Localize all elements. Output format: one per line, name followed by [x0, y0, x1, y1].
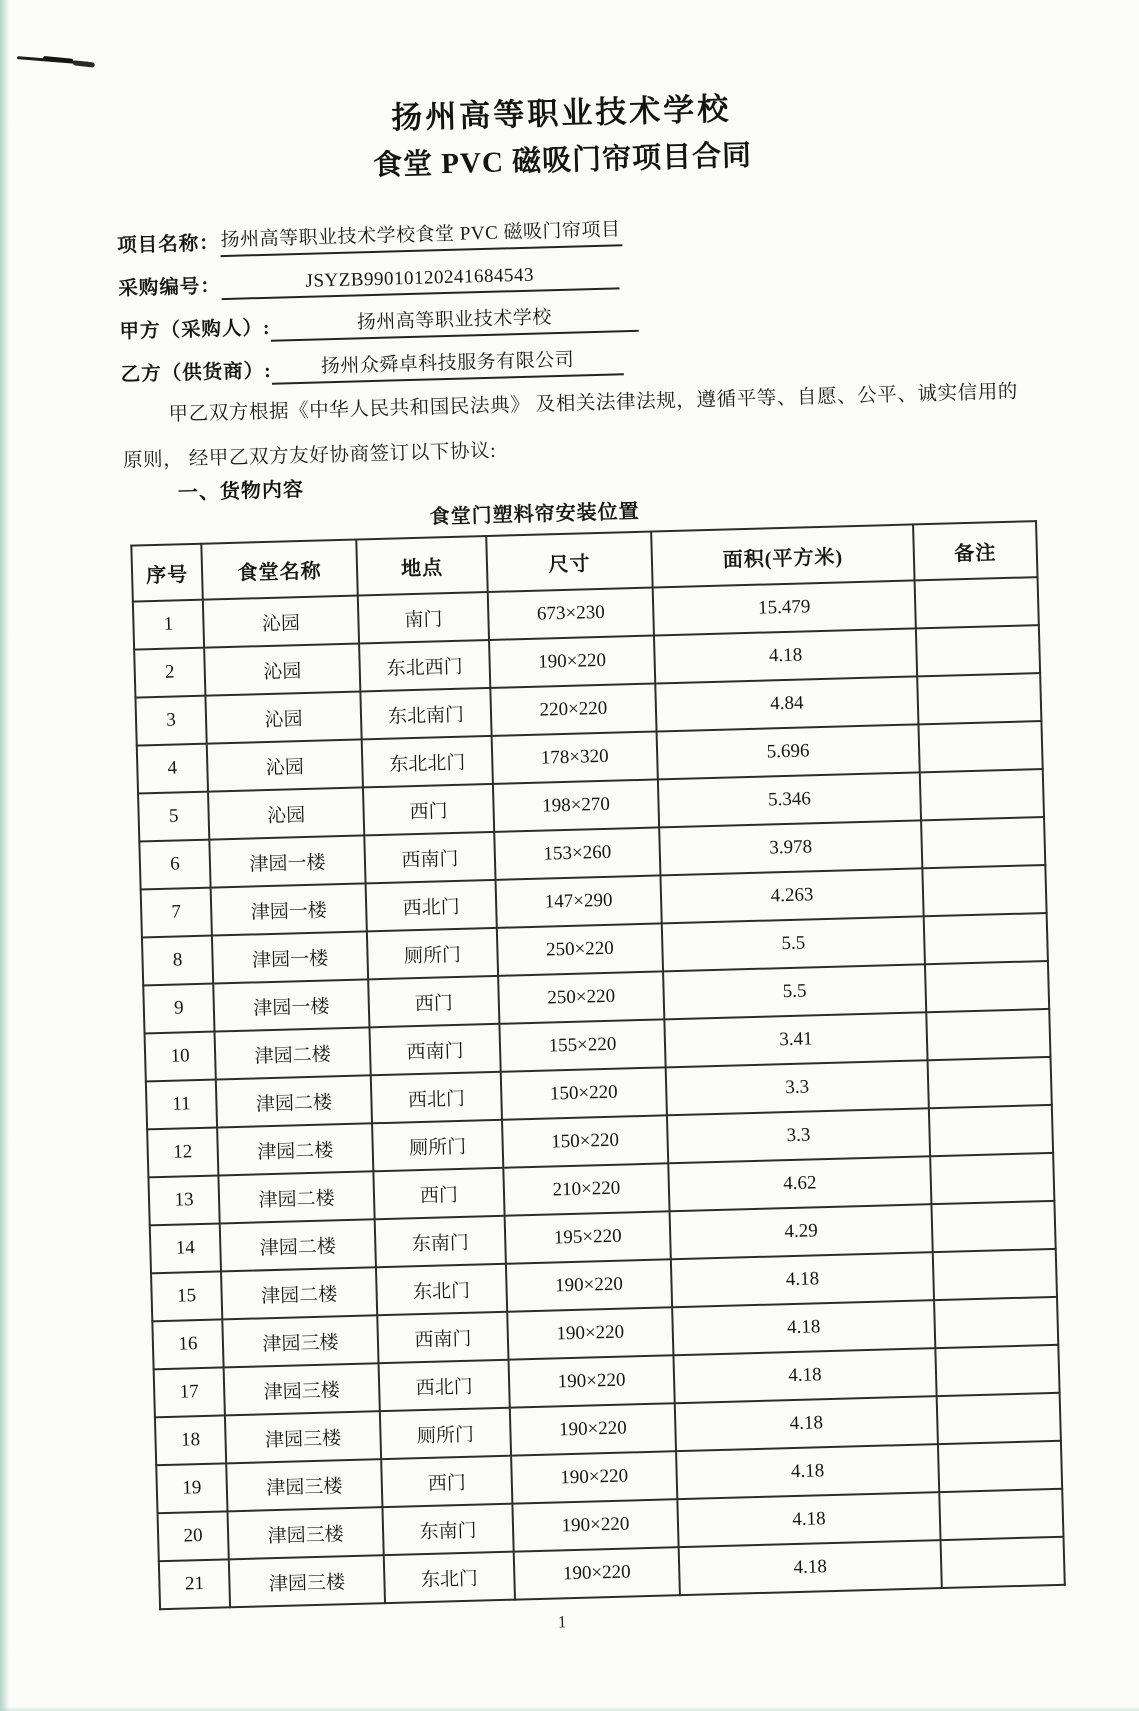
table-cell-no: 15 — [151, 1271, 222, 1321]
table-cell-area: 3.3 — [667, 1108, 930, 1163]
table-cell-no: 3 — [135, 696, 206, 746]
table-cell-location: 东北门 — [384, 1552, 515, 1603]
table-cell-no: 13 — [148, 1175, 219, 1225]
table-cell-area: 4.18 — [673, 1348, 936, 1403]
contract-subtitle: 食堂 PVC 磁吸门帘项目合同 — [372, 139, 753, 182]
table-cell-location: 西门 — [363, 784, 494, 835]
field-label: 采购编号： — [118, 276, 222, 300]
table-body — [133, 577, 1065, 1609]
table-cell-no: 19 — [156, 1463, 227, 1513]
table-cell-remark — [915, 577, 1039, 628]
table-cell-canteen: 津园三楼 — [226, 1459, 382, 1511]
table-cell-remark — [930, 1153, 1054, 1204]
table-cell-canteen: 津园三楼 — [225, 1411, 381, 1463]
table-cell-area: 3.3 — [666, 1060, 929, 1115]
table-cell-no: 11 — [146, 1080, 217, 1130]
table-title: 食堂门塑料帘安装位置 — [429, 500, 640, 529]
table-cell-remark — [937, 1393, 1061, 1444]
table-cell-no: 18 — [155, 1415, 226, 1465]
table-cell-no: 12 — [147, 1128, 218, 1178]
table-cell-canteen: 津园二楼 — [217, 1123, 373, 1175]
table-cell-canteen: 津园二楼 — [218, 1171, 374, 1223]
section-heading: 一、货物内容 — [177, 478, 305, 505]
table-cell-canteen: 津园三楼 — [224, 1363, 380, 1415]
field-value-underline: 扬州高等职业技术学校食堂 PVC 磁吸门帘项目 — [219, 214, 622, 257]
table-cell-area: 5.346 — [658, 772, 921, 827]
table-cell-size: 190×220 — [507, 1307, 673, 1359]
table-cell-no: 7 — [141, 888, 212, 938]
table-cell-size: 150×220 — [502, 1115, 668, 1167]
table-cell-area: 4.18 — [672, 1300, 935, 1355]
table-cell-size: 673×230 — [488, 588, 654, 640]
table-cell-area: 4.18 — [671, 1252, 934, 1307]
col-header-size: 尺寸 — [486, 532, 652, 592]
table-cell-remark — [938, 1441, 1062, 1492]
table-cell-location: 厕所门 — [380, 1408, 511, 1459]
table-cell-location: 西北门 — [366, 880, 497, 931]
table-cell-canteen: 津园二楼 — [221, 1267, 377, 1319]
table-cell-size: 190×220 — [506, 1259, 672, 1311]
table-cell-canteen: 津园一楼 — [211, 883, 367, 935]
field-value-underline: 扬州众舜卓科技服务有限公司 — [271, 343, 624, 385]
table-cell-location: 东北北门 — [362, 736, 493, 787]
table-cell-location: 西门 — [381, 1456, 512, 1507]
table-cell-remark — [917, 673, 1041, 724]
col-header-no: 序号 — [131, 544, 202, 602]
field-label: 乙方（供货商）: — [120, 360, 272, 386]
table-cell-no: 4 — [137, 744, 208, 794]
table-cell-location: 西北门 — [371, 1072, 502, 1123]
table-cell-area: 3.41 — [664, 1012, 927, 1067]
table-cell-size: 190×220 — [514, 1547, 680, 1599]
table-cell-size: 250×220 — [498, 971, 664, 1023]
table-cell-size: 210×220 — [503, 1163, 669, 1215]
table-cell-size: 190×220 — [489, 636, 655, 688]
table-cell-canteen: 津园一楼 — [209, 835, 365, 887]
table-cell-remark — [931, 1201, 1055, 1252]
table-cell-remark — [929, 1105, 1053, 1156]
table-cell-size: 190×220 — [512, 1499, 678, 1551]
table-cell-canteen: 津园二楼 — [216, 1075, 372, 1127]
table-cell-location: 西南门 — [364, 832, 495, 883]
table-cell-area: 4.18 — [675, 1396, 938, 1451]
field-label: 项目名称： — [116, 233, 221, 257]
table-cell-canteen: 津园三楼 — [227, 1507, 383, 1559]
page-number: 1 — [557, 1612, 567, 1632]
install-position-table — [130, 520, 1066, 1610]
table-cell-no: 1 — [133, 600, 204, 650]
table-cell-location: 厕所门 — [367, 928, 498, 979]
scanner-edge-artifact — [0, 0, 9, 1711]
table-cell-remark — [922, 865, 1046, 916]
col-header-remark: 备注 — [913, 521, 1037, 580]
table-cell-remark — [921, 817, 1045, 868]
table-cell-no: 10 — [145, 1032, 216, 1082]
table-cell-area: 4.62 — [668, 1156, 931, 1211]
table-cell-area: 15.479 — [653, 580, 916, 635]
table-cell-canteen: 沁园 — [208, 787, 364, 839]
table-cell-remark — [924, 913, 1048, 964]
table-cell-no: 16 — [152, 1319, 223, 1369]
table-cell-canteen: 津园三楼 — [222, 1315, 378, 1367]
table-cell-location: 东北南门 — [360, 688, 491, 739]
table-cell-remark — [925, 961, 1049, 1012]
table-cell-remark — [939, 1489, 1063, 1540]
table-cell-canteen: 津园一楼 — [213, 979, 369, 1031]
table-cell-area: 4.18 — [677, 1492, 940, 1547]
table-cell-area: 4.263 — [660, 868, 923, 923]
table-cell-canteen: 津园二楼 — [220, 1219, 376, 1271]
table-cell-remark — [941, 1537, 1065, 1588]
col-header-area: 面积(平方米) — [651, 524, 914, 587]
table-cell-remark — [918, 721, 1042, 772]
table-cell-no: 20 — [158, 1511, 229, 1561]
table-cell-no: 2 — [134, 648, 205, 698]
contract-preamble — [121, 370, 1020, 484]
field-value-underline: 扬州高等职业技术学校 — [270, 300, 639, 342]
field-value-underline: JSYZB99010120241684543 — [221, 262, 620, 300]
table-cell-canteen: 沁园 — [205, 691, 361, 743]
table-cell-location: 西门 — [368, 976, 499, 1027]
table-cell-remark — [928, 1057, 1052, 1108]
table-cell-area: 5.696 — [657, 724, 920, 779]
table-cell-no: 21 — [159, 1559, 230, 1609]
table-cell-no: 17 — [154, 1367, 225, 1417]
table-cell-canteen: 津园二楼 — [215, 1027, 371, 1079]
table-cell-location: 西北门 — [379, 1360, 510, 1411]
table-cell-area: 4.18 — [654, 628, 917, 683]
table-cell-area: 4.18 — [676, 1444, 939, 1499]
table-cell-no: 9 — [143, 984, 214, 1034]
preamble-line: 原则， 经甲乙双方友好协商签订以下协议: — [122, 440, 497, 472]
table-cell-location: 东北门 — [376, 1264, 507, 1315]
table-cell-location: 西南门 — [377, 1312, 508, 1363]
preamble-line: 甲乙双方根据《中华人民共和国民法典》 及相关法律法规，遵循平等、自愿、公平、诚实信用的 — [168, 381, 1019, 426]
table-cell-size: 190×220 — [508, 1355, 674, 1407]
table-cell-location: 厕所门 — [372, 1120, 503, 1171]
table-cell-area: 4.18 — [679, 1540, 942, 1595]
table-cell-no: 5 — [138, 792, 209, 842]
table-cell-location: 西南门 — [369, 1024, 500, 1075]
table-cell-canteen: 沁园 — [203, 596, 359, 648]
table-cell-location: 南门 — [358, 592, 489, 643]
table-cell-size: 155×220 — [499, 1019, 665, 1071]
table-cell-location: 东南门 — [375, 1216, 506, 1267]
table-cell-remark — [916, 625, 1040, 676]
field-label: 甲方（采购人）: — [119, 317, 271, 343]
table-cell-area: 3.978 — [659, 820, 922, 875]
table-cell-location: 东北西门 — [359, 640, 490, 691]
table-cell-no: 14 — [150, 1223, 221, 1273]
col-header-canteen: 食堂名称 — [201, 540, 357, 600]
table-cell-canteen: 津园三楼 — [229, 1555, 385, 1607]
table-cell-area: 5.5 — [663, 964, 926, 1019]
table-cell-size: 220×220 — [490, 683, 656, 735]
table-cell-size: 195×220 — [505, 1211, 671, 1263]
table-cell-no: 6 — [139, 840, 210, 890]
table-cell-size: 198×270 — [493, 779, 659, 831]
table-cell-area: 5.5 — [662, 916, 925, 971]
table-cell-remark — [934, 1297, 1058, 1348]
table-cell-area: 4.29 — [670, 1204, 933, 1259]
table-cell-no: 8 — [142, 936, 213, 986]
table-cell-size: 190×220 — [510, 1403, 676, 1455]
table-cell-remark — [926, 1009, 1050, 1060]
table-cell-size: 178×320 — [492, 731, 658, 783]
table-cell-size: 153×260 — [494, 827, 660, 879]
table-cell-size: 190×220 — [511, 1451, 677, 1503]
page-title: 扬州高等职业技术学校 — [390, 91, 732, 136]
table-cell-size: 250×220 — [497, 923, 663, 975]
table-cell-canteen: 津园一楼 — [212, 931, 368, 983]
table-cell-location: 东南门 — [382, 1504, 513, 1555]
table-cell-location: 西门 — [373, 1168, 504, 1219]
scanner-bottom-artifact — [0, 1707, 1139, 1711]
table-cell-remark — [920, 769, 1044, 820]
table-cell-size: 150×220 — [501, 1067, 667, 1119]
table-cell-remark — [933, 1249, 1057, 1300]
col-header-location: 地点 — [356, 536, 487, 595]
table-cell-area: 4.84 — [655, 676, 918, 731]
table-cell-canteen: 沁园 — [204, 643, 360, 695]
table-cell-canteen: 沁园 — [207, 739, 363, 791]
contract-header-fields — [116, 203, 639, 389]
table-cell-remark — [935, 1345, 1059, 1396]
table-cell-size: 147×290 — [496, 875, 662, 927]
